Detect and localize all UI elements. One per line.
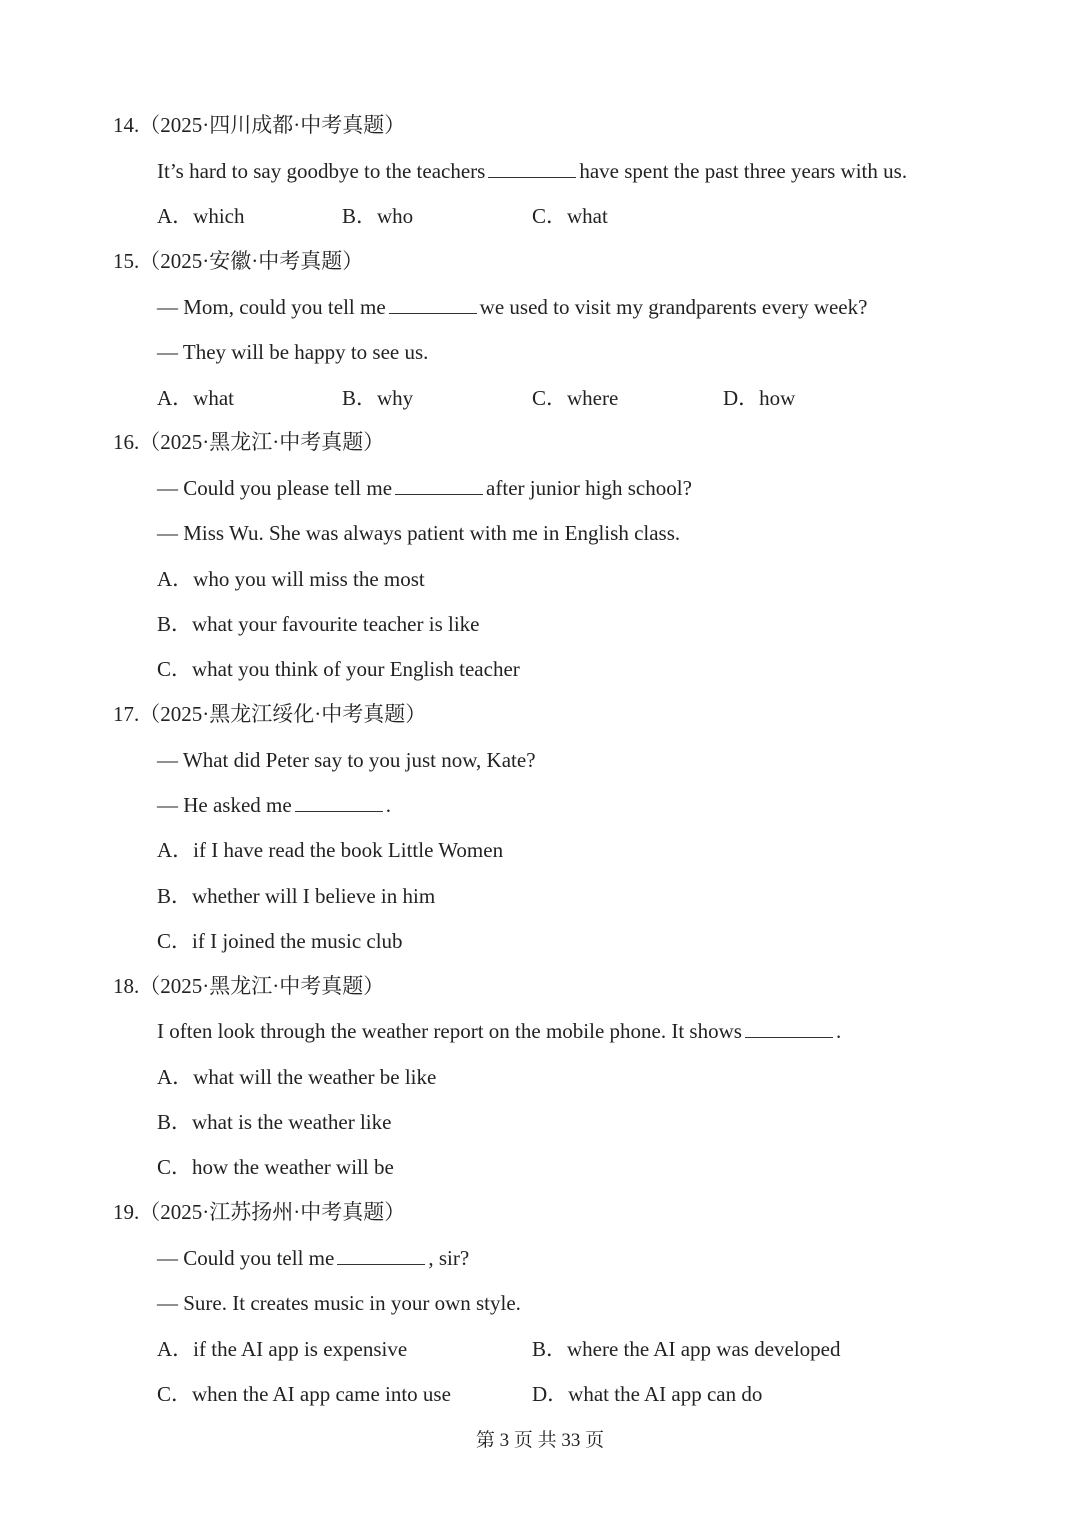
option-b: B．whether will I believe in him — [157, 884, 436, 908]
answer-blank — [337, 1246, 425, 1265]
question-number: 19. — [113, 1200, 140, 1224]
option-d — [723, 384, 795, 412]
question-number: 17. — [113, 702, 140, 726]
option-text: D．how — [723, 386, 796, 410]
option-b — [342, 384, 413, 412]
question-15-line2: — They will be happy to see us. — [157, 340, 429, 364]
option-d — [532, 1380, 762, 1408]
option-text: C．what — [532, 204, 608, 228]
question-16-header — [113, 428, 384, 456]
option-text: C．where — [532, 386, 619, 410]
option-text: A．which — [157, 204, 245, 228]
option-a: A．what will the weather be like — [157, 1065, 437, 1089]
option-c: C．what you think of your English teacher — [157, 657, 520, 681]
stem-text: It’s hard to say goodbye to the teachers — [157, 159, 486, 183]
option-b — [342, 202, 413, 230]
question-17-line1: — What did Peter say to you just now, Kate? — [157, 748, 536, 772]
question-17-line2 — [157, 791, 391, 819]
answer-blank — [745, 1019, 833, 1038]
option-c — [532, 202, 608, 230]
page-footer: 第 3 页 共 33 页 — [475, 1430, 605, 1451]
question-14-header — [113, 111, 405, 139]
answer-blank — [395, 476, 483, 495]
question-source: （2025·黑龙江·中考真题） — [139, 430, 385, 454]
question-14-stem — [157, 157, 907, 185]
question-19-line2: — Sure. It creates music in your own style. — [157, 1291, 521, 1315]
option-a — [157, 202, 245, 230]
question-18-stem — [157, 1017, 841, 1045]
dialogue-text: . — [385, 793, 391, 817]
dialogue-text: , sir? — [428, 1246, 470, 1270]
question-number: 15. — [113, 249, 140, 273]
option-c: C．if I joined the music club — [157, 929, 403, 953]
option-text: A．what — [157, 386, 234, 410]
dialogue-text: — Mom, could you tell me — [157, 295, 386, 319]
option-b: B．what your favourite teacher is like — [157, 612, 480, 636]
option-text: B．where the AI app was developed — [532, 1337, 841, 1361]
option-a — [157, 1335, 407, 1363]
question-16-line2: — Miss Wu. She was always patient with me in English class. — [157, 521, 681, 545]
option-text: C．when the AI app came into use — [157, 1382, 451, 1406]
answer-blank — [488, 159, 576, 178]
question-19-header — [113, 1198, 405, 1226]
question-15-header — [113, 247, 363, 275]
question-number: 16. — [113, 430, 140, 454]
dialogue-text: after junior high school? — [486, 476, 692, 500]
option-c — [532, 384, 618, 412]
option-text: D．what the AI app can do — [532, 1382, 763, 1406]
question-source: （2025·安徽·中考真题） — [139, 249, 364, 273]
dialogue-text: — He asked me — [157, 793, 292, 817]
question-number: 18. — [113, 974, 140, 998]
question-number: 14. — [113, 113, 140, 137]
question-16-line1 — [157, 474, 692, 502]
answer-blank — [295, 793, 383, 812]
question-source: （2025·黑龙江绥化·中考真题） — [139, 702, 427, 726]
option-text: B．who — [342, 204, 414, 228]
option-text: B．why — [342, 386, 414, 410]
stem-text: have spent the past three years with us. — [579, 159, 908, 183]
question-source: （2025·黑龙江·中考真题） — [139, 974, 385, 998]
question-17-header — [113, 700, 426, 728]
answer-blank — [389, 295, 477, 314]
option-c — [157, 1380, 451, 1408]
option-b — [532, 1335, 841, 1363]
dialogue-text: — Could you tell me — [157, 1246, 335, 1270]
option-a: A．if I have read the book Little Women — [157, 838, 504, 862]
option-text: A．if the AI app is expensive — [157, 1337, 408, 1361]
option-b: B．what is the weather like — [157, 1110, 392, 1134]
question-15-line1 — [157, 293, 867, 321]
option-a: A．who you will miss the most — [157, 567, 425, 591]
dialogue-text: — Could you please tell me — [157, 476, 393, 500]
question-source: （2025·江苏扬州·中考真题） — [139, 1200, 406, 1224]
option-c: C．how the weather will be — [157, 1155, 394, 1179]
stem-text: . — [835, 1019, 842, 1043]
question-19-line1 — [157, 1244, 469, 1272]
option-a — [157, 384, 234, 412]
question-18-header — [113, 972, 384, 1000]
stem-text: I often look through the weather report on the mobile phone. It shows — [157, 1019, 742, 1043]
question-source: （2025·四川成都·中考真题） — [139, 113, 406, 137]
dialogue-text: we used to visit my grandparents every week? — [479, 295, 868, 319]
